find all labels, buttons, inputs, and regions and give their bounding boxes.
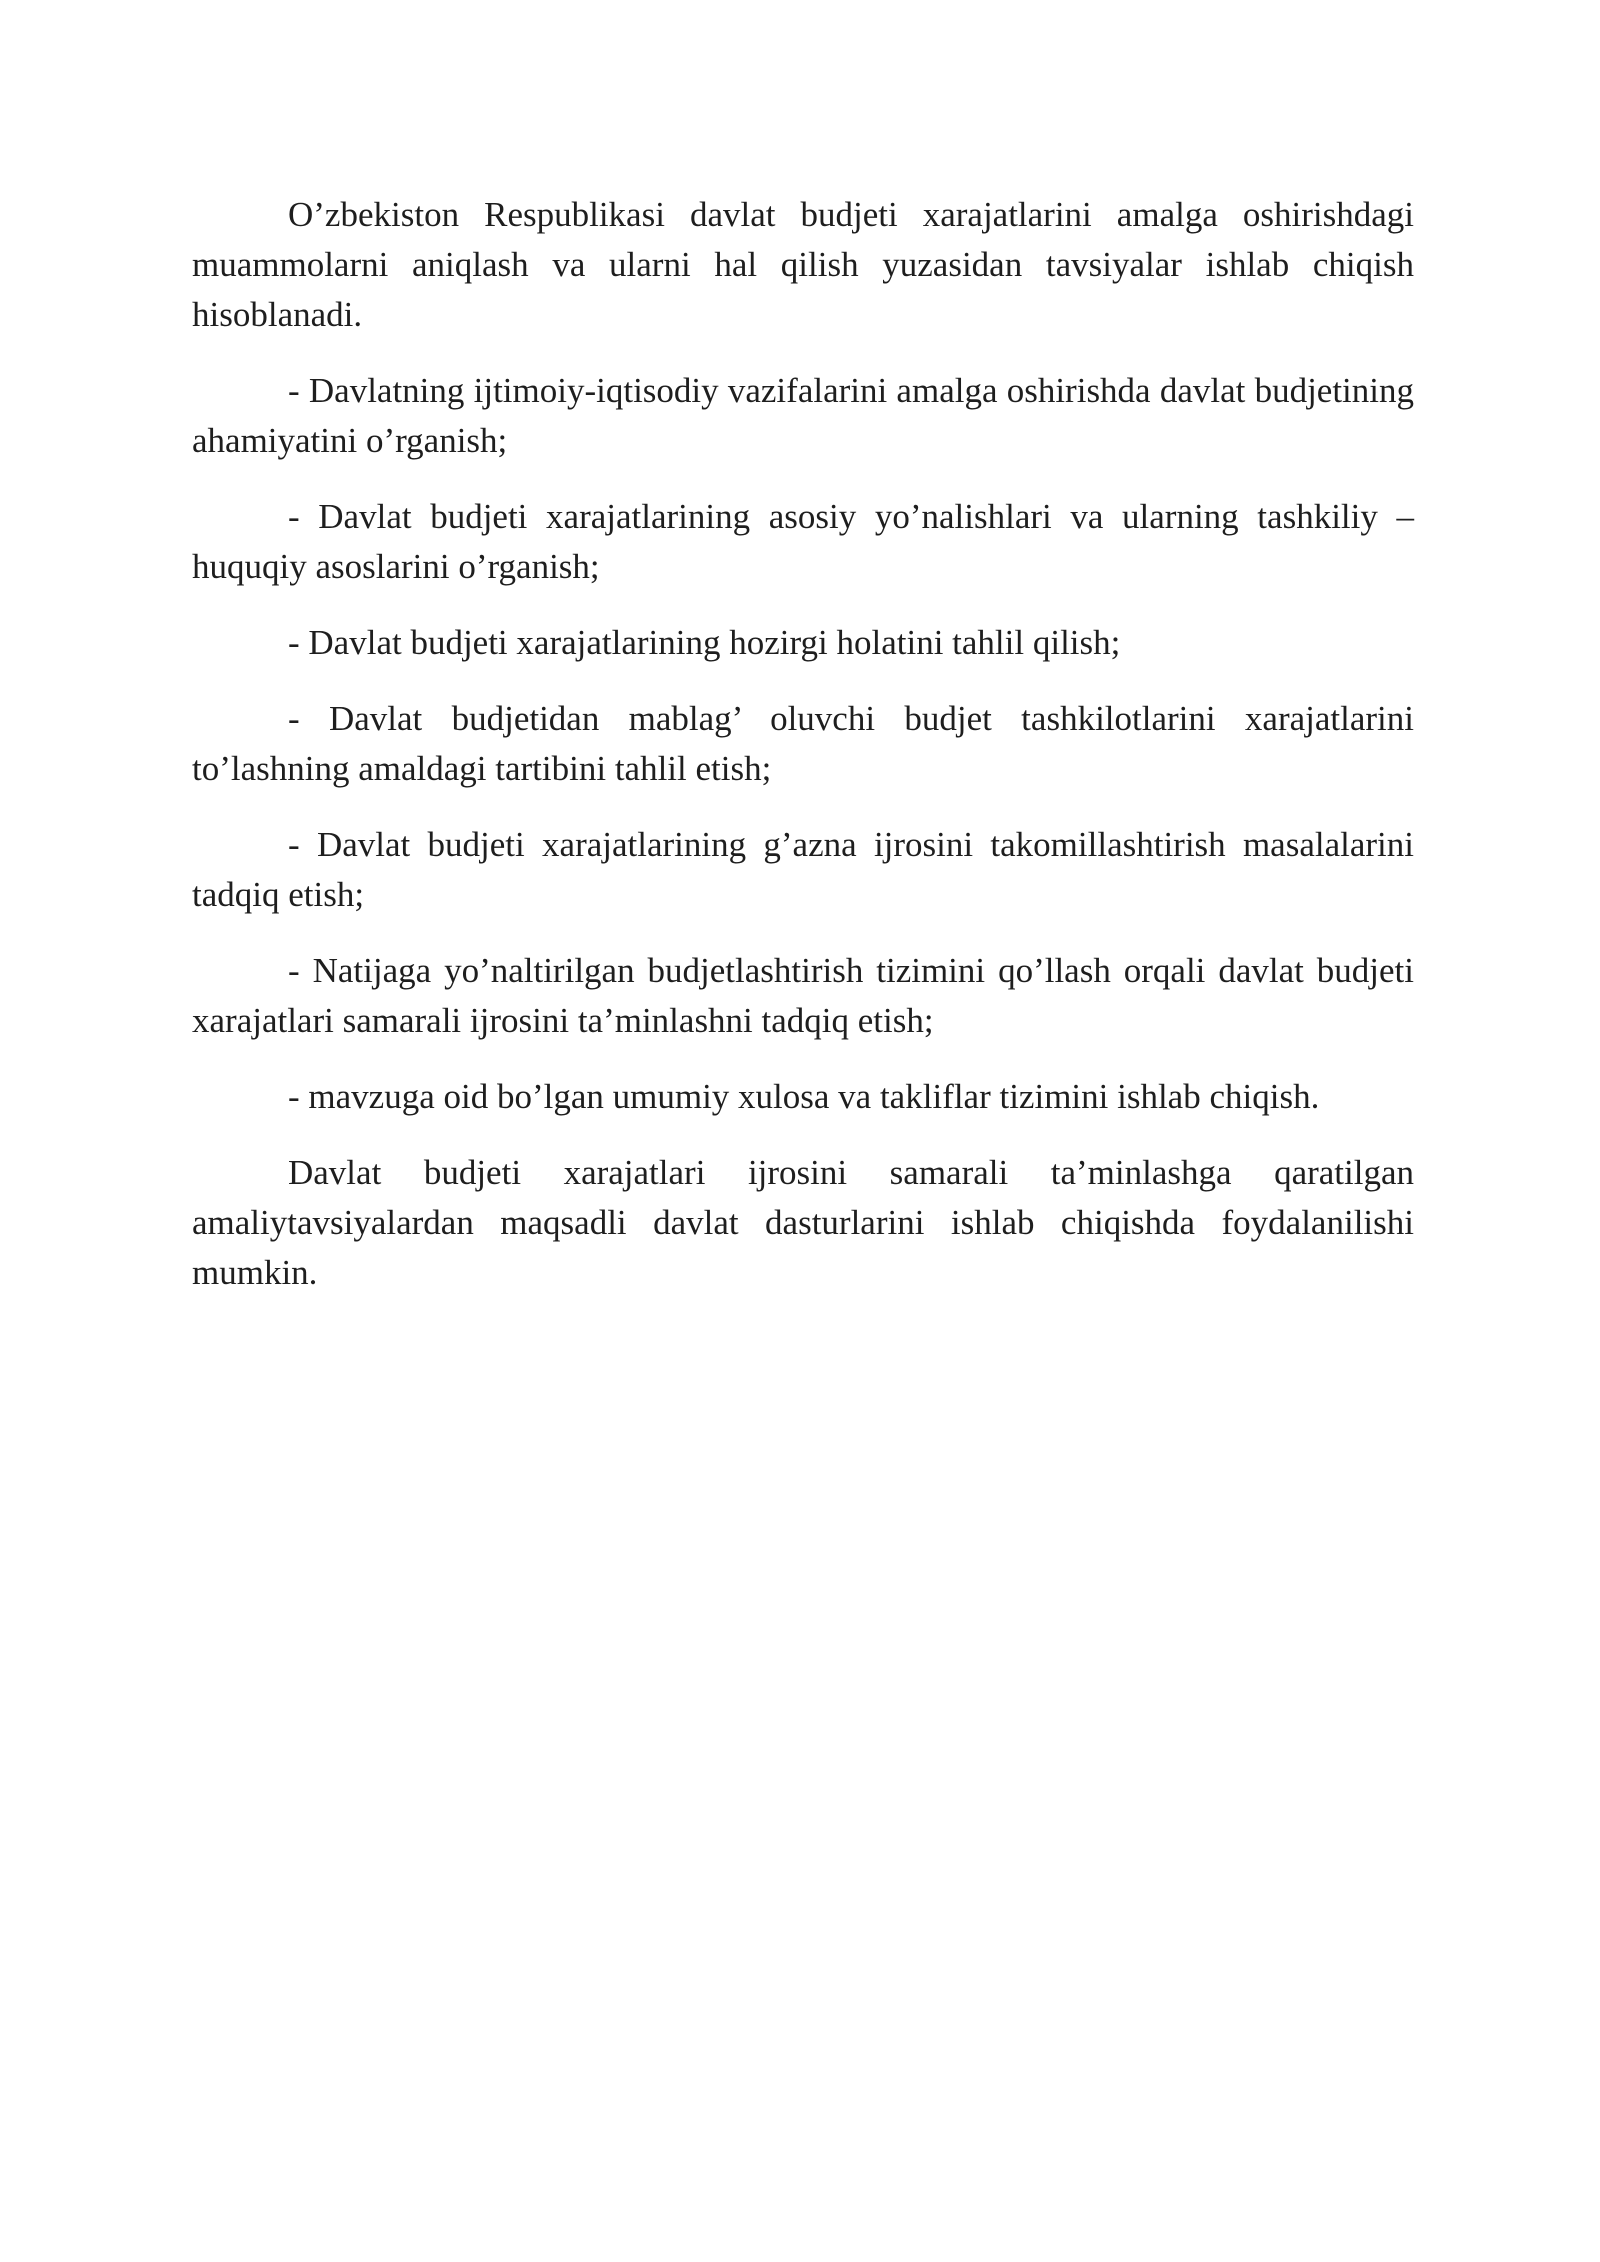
list-item-current-state: - Davlat budjeti xarajatlarining hozirgi holatini tahlil qilish;	[288, 623, 1121, 662]
document-body	[192, 190, 1414, 1324]
paragraph-practical-use: Davlat budjeti xarajatlari ijrosini samarali ta’minlashga qaratilgan amaliytavsiyalardan maqsadli davlat dasturlarini ishlab chiqishda foydalanilishi mumkin.	[192, 1153, 1414, 1292]
list-item-social-economic: - Davlatning ijtimoiy-iqtisodiy vazifalarini amalga oshirishda davlat budjetining ahamiyatini o’rganish;	[192, 371, 1414, 460]
list-item-result-oriented-budgeting: - Natijaga yo’naltirilgan budjetlashtirish tizimini qo’llash orqali davlat budjeti xarajatlari samarali ijrosini ta’minlashni tadqiq etish;	[192, 951, 1414, 1040]
list-item-conclusions: - mavzuga oid bo’lgan umumiy xulosa va takliflar tizimini ishlab chiqish.	[288, 1077, 1320, 1116]
list-item-payment-order: - Davlat budjetidan mablag’ oluvchi budjet tashkilotlarini xarajatlarini to’lashning amaldagi tartibini tahlil etish;	[192, 699, 1414, 788]
list-item-main-directions: - Davlat budjeti xarajatlarining asosiy yo’nalishlari va ularning tashkiliy – huquqiy asoslarini o’rganish;	[192, 497, 1414, 586]
paragraph-intro: O’zbekiston Respublikasi davlat budjeti xarajatlarini amalga oshirishdagi muammolarni aniqlash va ularni hal qilish yuzasidan tavsiyalar ishlab chiqish hisoblanadi.	[192, 195, 1414, 334]
list-item-treasury-execution: - Davlat budjeti xarajatlarining g’azna ijrosini takomillashtirish masalalarini tadqiq etish;	[192, 825, 1414, 914]
